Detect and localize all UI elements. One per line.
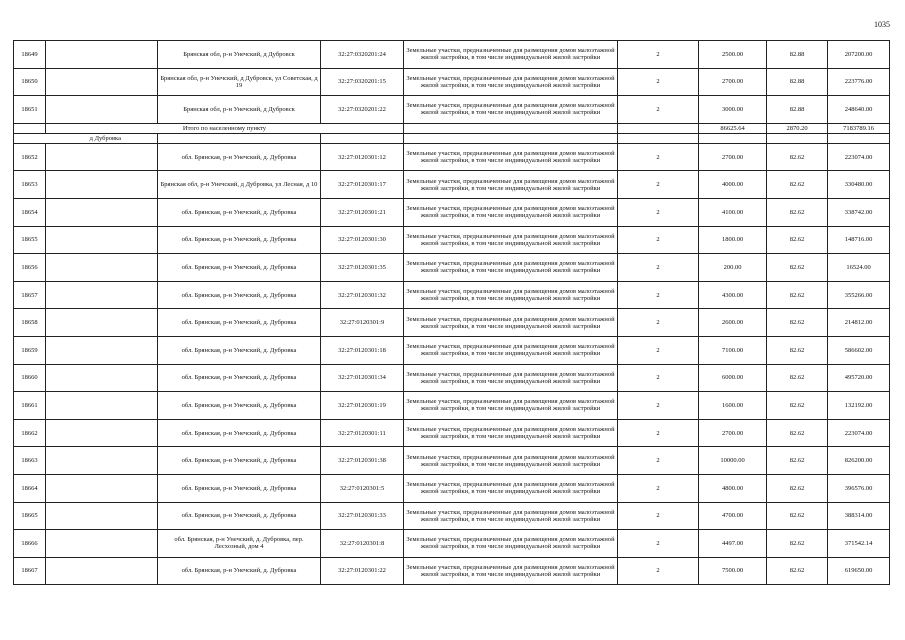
table-row — [14, 364, 890, 392]
area-cell: 4700.00 — [699, 502, 767, 530]
table-row — [14, 530, 890, 558]
area-cell: 2700.00 — [699, 419, 767, 447]
land-use-description-cell: Земельные участки, предназначенные для размещения домов малоэтажной жилой застройки, в том числе индивидуальной жилой застройки — [404, 68, 618, 96]
empty-cell — [46, 226, 158, 254]
locality-header-row — [14, 133, 890, 143]
empty-cell — [404, 123, 618, 133]
group-cell: 2 — [618, 68, 699, 96]
area-cell: 4300.00 — [699, 281, 767, 309]
empty-cell — [46, 364, 158, 392]
cadastral-number-cell: 32:27:0120301:30 — [321, 226, 404, 254]
address-cell: обл. Брянская, р-н Унечский, д. Дубровка — [158, 281, 321, 309]
area-cell: 2700.00 — [699, 68, 767, 96]
address-cell: Брянская обл, р-н Унечский, д Дубровка, ул Лесная, д 10 — [158, 171, 321, 199]
group-cell: 2 — [618, 447, 699, 475]
cadastral-value-cell: 619650.00 — [828, 557, 890, 585]
empty-cell — [767, 133, 828, 143]
cadastral-number-cell: 32:27:0120301:17 — [321, 171, 404, 199]
cadastral-value-cell: 207200.00 — [828, 41, 890, 69]
cadastral-number-cell: 32:27:0120301:12 — [321, 143, 404, 171]
address-cell: обл. Брянская, р-н Унечский, д. Дубровка, пер. Лесхозный, дом 4 — [158, 530, 321, 558]
area-cell: 1600.00 — [699, 392, 767, 420]
address-cell: обл. Брянская, р-н Унечский, д. Дубровка — [158, 502, 321, 530]
empty-cell — [46, 171, 158, 199]
table-row — [14, 557, 890, 585]
cadastral-number-cell: 32:27:0120301:5 — [321, 474, 404, 502]
empty-cell — [46, 502, 158, 530]
group-cell: 2 — [618, 530, 699, 558]
area-cell: 3000.00 — [699, 96, 767, 124]
cadastral-value-cell: 214812.00 — [828, 309, 890, 337]
empty-cell — [46, 254, 158, 282]
rate-cell: 82.62 — [767, 336, 828, 364]
row-number: 18652 — [14, 143, 46, 171]
row-number: 18667 — [14, 557, 46, 585]
empty-cell — [46, 281, 158, 309]
group-cell: 2 — [618, 281, 699, 309]
row-number: 18650 — [14, 68, 46, 96]
table-row — [14, 96, 890, 124]
address-cell: обл. Брянская, р-н Унечский, д. Дубровка — [158, 447, 321, 475]
cadastral-value-cell: 148716.00 — [828, 226, 890, 254]
cadastral-value-cell: 495720.00 — [828, 364, 890, 392]
cadastral-value-cell: 338742.00 — [828, 198, 890, 226]
land-use-description-cell: Земельные участки, предназначенные для размещения домов малоэтажной жилой застройки, в том числе индивидуальной жилой застройки — [404, 502, 618, 530]
area-cell: 4100.00 — [699, 198, 767, 226]
cadastral-value-cell: 586602.00 — [828, 336, 890, 364]
cadastral-number-cell: 32:27:0120301:32 — [321, 281, 404, 309]
rate-cell: 82.62 — [767, 502, 828, 530]
group-cell: 2 — [618, 502, 699, 530]
area-cell: 4000.00 — [699, 171, 767, 199]
area-cell: 2700.00 — [699, 143, 767, 171]
land-use-description-cell: Земельные участки, предназначенные для размещения домов малоэтажной жилой застройки, в том числе индивидуальной жилой застройки — [404, 447, 618, 475]
land-use-description-cell: Земельные участки, предназначенные для размещения домов малоэтажной жилой застройки, в том числе индивидуальной жилой застройки — [404, 281, 618, 309]
land-use-description-cell: Земельные участки, предназначенные для размещения домов малоэтажной жилой застройки, в том числе индивидуальной жилой застройки — [404, 530, 618, 558]
empty-cell — [158, 133, 321, 143]
land-use-description-cell: Земельные участки, предназначенные для размещения домов малоэтажной жилой застройки, в том числе индивидуальной жилой застройки — [404, 226, 618, 254]
table-row — [14, 41, 890, 69]
area-cell: 6000.00 — [699, 364, 767, 392]
group-cell: 2 — [618, 254, 699, 282]
cadastral-value-cell: 223776.00 — [828, 68, 890, 96]
subtotal-value: 7183789.16 — [828, 123, 890, 133]
rate-cell: 82.62 — [767, 447, 828, 475]
empty-cell — [321, 133, 404, 143]
empty-cell — [46, 557, 158, 585]
rate-cell: 82.62 — [767, 530, 828, 558]
cadastral-number-cell: 32:27:0120301:8 — [321, 530, 404, 558]
group-cell: 2 — [618, 96, 699, 124]
group-cell: 2 — [618, 419, 699, 447]
empty-cell — [828, 133, 890, 143]
address-cell: Брянская обл, р-н Унечский, д Дубровск, ул Советская, д 19 — [158, 68, 321, 96]
address-cell: обл. Брянская, р-н Унечский, д. Дубровка — [158, 557, 321, 585]
group-cell: 2 — [618, 336, 699, 364]
rate-cell: 82.62 — [767, 226, 828, 254]
empty-cell — [699, 133, 767, 143]
table-body — [14, 41, 890, 585]
rate-cell: 82.88 — [767, 96, 828, 124]
address-cell: обл. Брянская, р-н Унечский, д. Дубровка — [158, 419, 321, 447]
cadastral-value-cell: 223074.00 — [828, 143, 890, 171]
address-cell: Брянская обл, р-н Унечский, д Дубровск — [158, 96, 321, 124]
row-number: 18657 — [14, 281, 46, 309]
rate-cell: 82.62 — [767, 143, 828, 171]
locality-label: д Дубровка — [14, 133, 158, 143]
row-number: 18659 — [14, 336, 46, 364]
land-use-description-cell: Земельные участки, предназначенные для размещения домов малоэтажной жилой застройки, в том числе индивидуальной жилой застройки — [404, 41, 618, 69]
area-cell: 4800.00 — [699, 474, 767, 502]
cadastral-number-cell: 32:27:0120301:33 — [321, 502, 404, 530]
cadastral-number-cell: 32:27:0120301:11 — [321, 419, 404, 447]
row-number: 18662 — [14, 419, 46, 447]
land-use-description-cell: Земельные участки, предназначенные для размещения домов малоэтажной жилой застройки, в том числе индивидуальной жилой застройки — [404, 419, 618, 447]
address-cell: обл. Брянская, р-н Унечский, д. Дубровка — [158, 254, 321, 282]
land-use-description-cell: Земельные участки, предназначенные для размещения домов малоэтажной жилой застройки, в том числе индивидуальной жилой застройки — [404, 254, 618, 282]
row-number: 18653 — [14, 171, 46, 199]
empty-cell — [46, 68, 158, 96]
subtotal-rate: 2870.20 — [767, 123, 828, 133]
rate-cell: 82.62 — [767, 171, 828, 199]
cadastral-value-cell: 388314.00 — [828, 502, 890, 530]
empty-cell — [46, 41, 158, 69]
land-use-description-cell: Земельные участки, предназначенные для размещения домов малоэтажной жилой застройки, в том числе индивидуальной жилой застройки — [404, 336, 618, 364]
rate-cell: 82.62 — [767, 254, 828, 282]
empty-cell — [618, 133, 699, 143]
group-cell: 2 — [618, 41, 699, 69]
empty-cell — [46, 419, 158, 447]
area-cell: 4497.00 — [699, 530, 767, 558]
row-number: 18649 — [14, 41, 46, 69]
table-row — [14, 198, 890, 226]
area-cell: 1800.00 — [699, 226, 767, 254]
rate-cell: 82.62 — [767, 474, 828, 502]
empty-cell — [46, 392, 158, 420]
table-row — [14, 336, 890, 364]
rate-cell: 82.88 — [767, 41, 828, 69]
land-use-description-cell: Земельные участки, предназначенные для размещения домов малоэтажной жилой застройки, в том числе индивидуальной жилой застройки — [404, 309, 618, 337]
address-cell: Брянская обл, р-н Унечский, д Дубровск — [158, 41, 321, 69]
table-row — [14, 68, 890, 96]
page-number: 1035 — [874, 20, 890, 29]
row-number: 18658 — [14, 309, 46, 337]
empty-cell — [46, 447, 158, 475]
group-cell: 2 — [618, 198, 699, 226]
address-cell: обл. Брянская, р-н Унечский, д. Дубровка — [158, 474, 321, 502]
row-number: 18661 — [14, 392, 46, 420]
cadastral-value-cell: 396576.00 — [828, 474, 890, 502]
group-cell: 2 — [618, 171, 699, 199]
row-number: 18654 — [14, 198, 46, 226]
area-cell: 2600.00 — [699, 309, 767, 337]
rate-cell: 82.62 — [767, 309, 828, 337]
rate-cell: 82.62 — [767, 281, 828, 309]
cadastral-number-cell: 32:27:0320201:24 — [321, 41, 404, 69]
empty-cell — [46, 474, 158, 502]
cadastral-number-cell: 32:27:0120301:34 — [321, 364, 404, 392]
empty-cell — [46, 198, 158, 226]
row-number: 18655 — [14, 226, 46, 254]
land-use-description-cell: Земельные участки, предназначенные для размещения домов малоэтажной жилой застройки, в том числе индивидуальной жилой застройки — [404, 198, 618, 226]
row-number: 18656 — [14, 254, 46, 282]
land-use-description-cell: Земельные участки, предназначенные для размещения домов малоэтажной жилой застройки, в том числе индивидуальной жилой застройки — [404, 557, 618, 585]
empty-cell — [14, 123, 46, 133]
rate-cell: 82.62 — [767, 392, 828, 420]
land-use-description-cell: Земельные участки, предназначенные для размещения домов малоэтажной жилой застройки, в том числе индивидуальной жилой застройки — [404, 474, 618, 502]
cadastral-value-cell: 826200.00 — [828, 447, 890, 475]
table-row — [14, 226, 890, 254]
group-cell: 2 — [618, 364, 699, 392]
cadastral-value-cell: 223074.00 — [828, 419, 890, 447]
rate-cell: 82.88 — [767, 68, 828, 96]
subtotal-area: 86625.64 — [699, 123, 767, 133]
cadastral-value-cell: 330480.00 — [828, 171, 890, 199]
cadastral-number-cell: 32:27:0320201:22 — [321, 96, 404, 124]
group-cell: 2 — [618, 392, 699, 420]
land-use-description-cell: Земельные участки, предназначенные для размещения домов малоэтажной жилой застройки, в том числе индивидуальной жилой застройки — [404, 364, 618, 392]
table-row — [14, 419, 890, 447]
row-number: 18651 — [14, 96, 46, 124]
address-cell: обл. Брянская, р-н Унечский, д. Дубровка — [158, 198, 321, 226]
land-use-description-cell: Земельные участки, предназначенные для размещения домов малоэтажной жилой застройки, в том числе индивидуальной жилой застройки — [404, 171, 618, 199]
area-cell: 10000.00 — [699, 447, 767, 475]
rate-cell: 82.62 — [767, 198, 828, 226]
group-cell: 2 — [618, 226, 699, 254]
empty-cell — [46, 96, 158, 124]
empty-cell — [404, 133, 618, 143]
cadastral-number-cell: 32:27:0120301:38 — [321, 447, 404, 475]
empty-cell — [46, 143, 158, 171]
address-cell: обл. Брянская, р-н Унечский, д. Дубровка — [158, 143, 321, 171]
empty-cell — [46, 309, 158, 337]
cadastral-number-cell: 32:27:0120301:22 — [321, 557, 404, 585]
table-row — [14, 309, 890, 337]
empty-cell — [618, 123, 699, 133]
cadastral-value-cell: 371542.14 — [828, 530, 890, 558]
group-cell: 2 — [618, 143, 699, 171]
table-row — [14, 474, 890, 502]
table-row — [14, 143, 890, 171]
empty-cell — [46, 336, 158, 364]
row-number: 18664 — [14, 474, 46, 502]
cadastral-value-cell: 355266.00 — [828, 281, 890, 309]
group-cell: 2 — [618, 474, 699, 502]
address-cell: обл. Брянская, р-н Унечский, д. Дубровка — [158, 364, 321, 392]
cadastral-value-cell: 132192.00 — [828, 392, 890, 420]
group-cell: 2 — [618, 557, 699, 585]
row-number: 18663 — [14, 447, 46, 475]
cadastral-number-cell: 32:27:0120301:21 — [321, 198, 404, 226]
cadastral-value-cell: 16524.00 — [828, 254, 890, 282]
subtotal-label: Итого по населенному пункту — [46, 123, 404, 133]
address-cell: обл. Брянская, р-н Унечский, д. Дубровка — [158, 392, 321, 420]
table-row — [14, 392, 890, 420]
cadastral-number-cell: 32:27:0120301:18 — [321, 336, 404, 364]
cadastral-number-cell: 32:27:0320201:15 — [321, 68, 404, 96]
row-number: 18660 — [14, 364, 46, 392]
cadastral-number-cell: 32:27:0120301:35 — [321, 254, 404, 282]
address-cell: обл. Брянская, р-н Унечский, д. Дубровка — [158, 336, 321, 364]
address-cell: обл. Брянская, р-н Унечский, д. Дубровка — [158, 226, 321, 254]
rate-cell: 82.62 — [767, 557, 828, 585]
land-use-description-cell: Земельные участки, предназначенные для размещения домов малоэтажной жилой застройки, в том числе индивидуальной жилой застройки — [404, 392, 618, 420]
table-row — [14, 254, 890, 282]
land-use-description-cell: Земельные участки, предназначенные для размещения домов малоэтажной жилой застройки, в том числе индивидуальной жилой застройки — [404, 96, 618, 124]
cadastral-number-cell: 32:27:0120301:9 — [321, 309, 404, 337]
cadastral-number-cell: 32:27:0120301:19 — [321, 392, 404, 420]
rate-cell: 82.62 — [767, 419, 828, 447]
group-cell: 2 — [618, 309, 699, 337]
land-use-description-cell: Земельные участки, предназначенные для размещения домов малоэтажной жилой застройки, в том числе индивидуальной жилой застройки — [404, 143, 618, 171]
cadastral-value-cell: 248640.00 — [828, 96, 890, 124]
rate-cell: 82.62 — [767, 364, 828, 392]
empty-cell — [46, 530, 158, 558]
area-cell: 2500.00 — [699, 41, 767, 69]
area-cell: 200.00 — [699, 254, 767, 282]
subtotal-row — [14, 123, 890, 133]
row-number: 18665 — [14, 502, 46, 530]
cadastral-value-table — [13, 40, 890, 585]
row-number: 18666 — [14, 530, 46, 558]
area-cell: 7100.00 — [699, 336, 767, 364]
table-row — [14, 281, 890, 309]
table-row — [14, 502, 890, 530]
table-row — [14, 447, 890, 475]
address-cell: обл. Брянская, р-н Унечский, д. Дубровка — [158, 309, 321, 337]
area-cell: 7500.00 — [699, 557, 767, 585]
table-row — [14, 171, 890, 199]
